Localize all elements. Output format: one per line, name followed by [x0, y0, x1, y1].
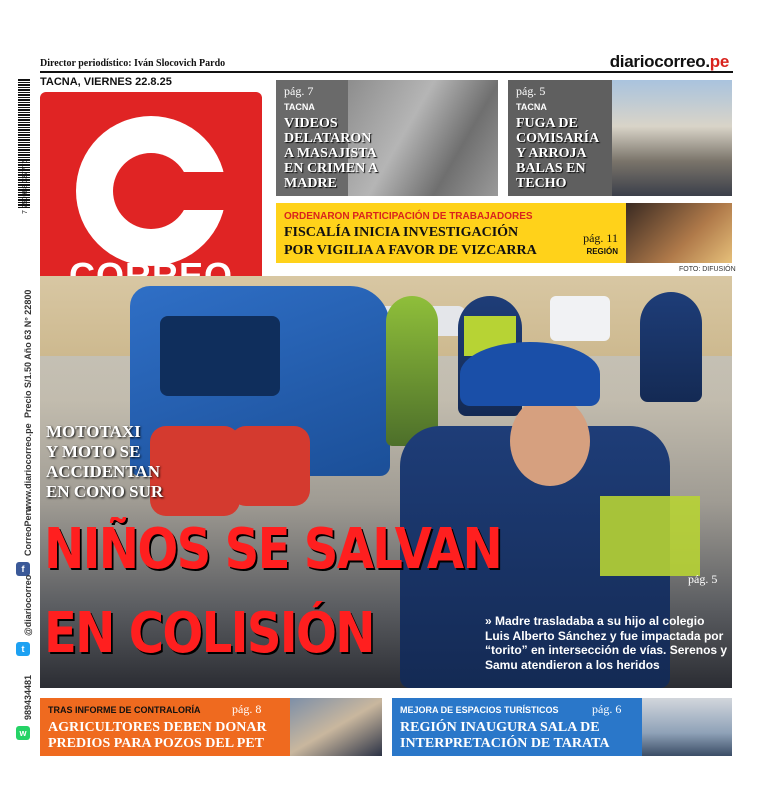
teaser-fuga[interactable] [508, 80, 732, 196]
spine-twitter[interactable]: @diariocorreo [23, 574, 33, 636]
story-kicker: MEJORA DE ESPACIOS TURÍSTICOS [400, 705, 559, 715]
story-page: pág. 6 [592, 702, 622, 716]
site-url-main: diariocorreo. [609, 52, 710, 71]
teaser-headline-line: A MASAJISTA [284, 146, 377, 161]
story-photo [642, 698, 732, 756]
site-url[interactable] [610, 52, 729, 72]
site-url-tld: pe [709, 52, 729, 71]
spine [12, 280, 34, 740]
main-kicker [46, 422, 163, 502]
main-kicker-line: MOTOTAXI [46, 422, 141, 441]
main-kicker-line: Y MOTO SE [46, 442, 141, 461]
photo-credit: FOTO: DIFUSIÓN [679, 266, 736, 273]
main-summary: » Madre trasladaba a su hijo al colegio Luis Alberto Sánchez y fue impactada por “torito” en intersección de vías. Serenos y Samu atendieron a los heridos [485, 614, 728, 672]
header-rule [40, 71, 733, 73]
photo-officer [640, 292, 702, 402]
facebook-icon[interactable]: f [16, 562, 30, 576]
director-credit: Director periodístico: Iván Slocovich Pardo [40, 58, 226, 69]
teaser-headline-line: Y ARROJA [516, 146, 587, 161]
main-page: pág. 5 [688, 572, 718, 586]
teaser-headline [516, 116, 599, 191]
photo-cap [460, 342, 600, 406]
whatsapp-icon[interactable]: w [16, 726, 30, 740]
teaser-headline-line: EN CRIMEN A [284, 161, 379, 176]
photo-face [510, 396, 590, 486]
story-headline-line2: POR VIGILIA A FAVOR DE VIZCARRA [284, 243, 537, 258]
main-headline-line2[interactable]: EN COLISIÓN [44, 601, 374, 666]
logo-c-gap [156, 172, 236, 210]
story-headline-line2: PREDIOS PARA POZOS DEL PET [48, 736, 265, 751]
teaser-kicker: TACNA [516, 102, 547, 112]
story-page: pág. 8 [232, 702, 262, 716]
teaser-headline-line: DELATARON [284, 131, 372, 146]
main-headline-line1[interactable]: NIÑOS SE SALVAN [44, 517, 502, 582]
twitter-icon[interactable]: t [16, 642, 30, 656]
tarata-story[interactable] [392, 698, 732, 756]
teaser-photo [612, 80, 732, 196]
story-headline-line1: FISCALÍA INICIA INVESTIGACIÓN [284, 225, 519, 240]
dateline: TACNA, VIERNES 22.8.25 [40, 76, 172, 88]
vizcarra-story[interactable] [276, 203, 626, 263]
spine-price: Precio S/1.50 Año 63 N° 22800 [23, 289, 33, 418]
teaser-kicker: TACNA [284, 102, 315, 112]
agricultores-story[interactable] [40, 698, 382, 756]
teaser-headline [284, 116, 378, 191]
photo-paramedic [150, 426, 240, 516]
spine-whatsapp[interactable]: 989434481 [23, 674, 33, 720]
teaser-page: pág. 7 [284, 84, 314, 98]
main-kicker-line: ACCIDENTAN [46, 462, 160, 481]
main-kicker-line: EN CONO SUR [46, 482, 164, 501]
photo-officer [386, 296, 438, 446]
teaser-headline-line: COMISARÍA [516, 131, 600, 146]
spine-website[interactable]: www.diariocorreo.pe [23, 423, 33, 512]
photo-vest [600, 496, 700, 576]
story-section: REGIÓN [586, 247, 618, 256]
teaser-headline-line: VIDEOS [284, 116, 338, 131]
photo-mototaxi-window [160, 316, 280, 396]
teaser-masajista[interactable] [276, 80, 498, 196]
teaser-headline-line: BALAS EN [516, 161, 586, 176]
story-kicker: ORDENARON PARTICIPACIÓN DE TRABAJADORES [284, 211, 533, 222]
story-page: pág. 11 [583, 231, 618, 245]
teaser-headline-line: TECHO [516, 176, 567, 191]
story-headline-line1: AGRICULTORES DEBEN DONAR [48, 720, 267, 735]
teaser-headline-line: FUGA DE [516, 116, 578, 131]
vigil-photo [626, 203, 732, 263]
teaser-headline-line: MADRE [284, 176, 337, 191]
story-headline-line1: REGIÓN INAUGURA SALA DE [400, 720, 600, 735]
teaser-page: pág. 5 [516, 84, 546, 98]
photo-paramedic [230, 426, 310, 506]
story-headline-line2: INTERPRETACIÓN DE TARATA [400, 736, 610, 751]
barcode-number: 7 750968 137776 [22, 159, 29, 214]
story-photo [290, 698, 382, 756]
photo-ambulance [550, 296, 610, 341]
story-kicker: TRAS INFORME DE CONTRALORÍA [48, 705, 201, 715]
spine-facebook[interactable]: CorreoPeru [23, 506, 33, 556]
